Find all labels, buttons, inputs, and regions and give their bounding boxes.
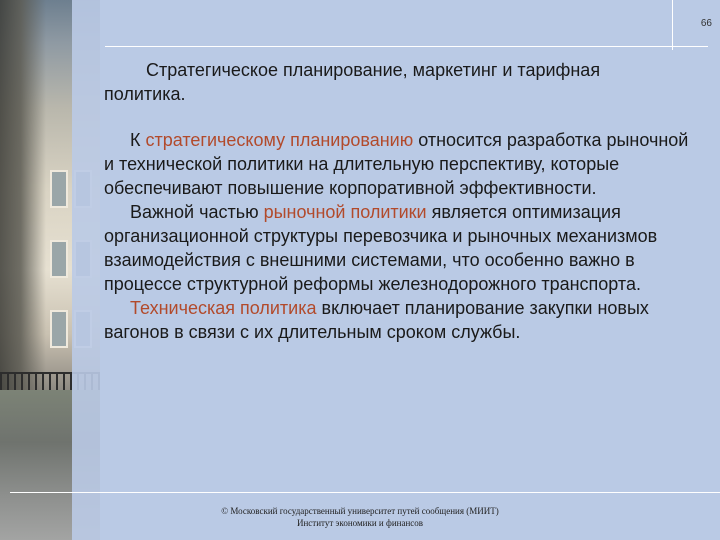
footer-institute: Институт экономики и финансов bbox=[296, 518, 424, 528]
bottom-divider bbox=[10, 492, 720, 493]
highlight-term: стратегическому планированию bbox=[145, 130, 414, 150]
paragraph-strategic-planning: К стратегическому планированию относится разработка рыночной и технической политики на длительную перспективу, которые обеспечивают повышение корпоративной эффективности. bbox=[104, 130, 689, 198]
footer-copyright bbox=[160, 505, 560, 529]
highlight-term: рыночной политики bbox=[263, 202, 427, 222]
paragraph-technical-policy: Техническая политика включает планирование закупки новых вагонов в связи с их длительным сроком службы. bbox=[104, 298, 649, 342]
page-number-divider bbox=[672, 0, 673, 50]
footer-university: © Московский государственный университет путей сообщения (МИИТ) bbox=[221, 506, 499, 516]
top-divider bbox=[105, 46, 708, 47]
paragraph-market-policy: Важной частью рыночной политики является оптимизация организационной структуры перевозчика и рыночных механизмов взаимодействия с внешними системами, что особенно важно в процессе структурной реформы железнодорожного транспорта. bbox=[104, 202, 658, 294]
slide-body bbox=[104, 128, 689, 344]
slide-title: Стратегическое планирование, маркетинг и тарифная политика. bbox=[104, 60, 601, 104]
highlight-term: Техническая политика bbox=[130, 298, 317, 318]
page-number: 66 bbox=[700, 18, 712, 29]
